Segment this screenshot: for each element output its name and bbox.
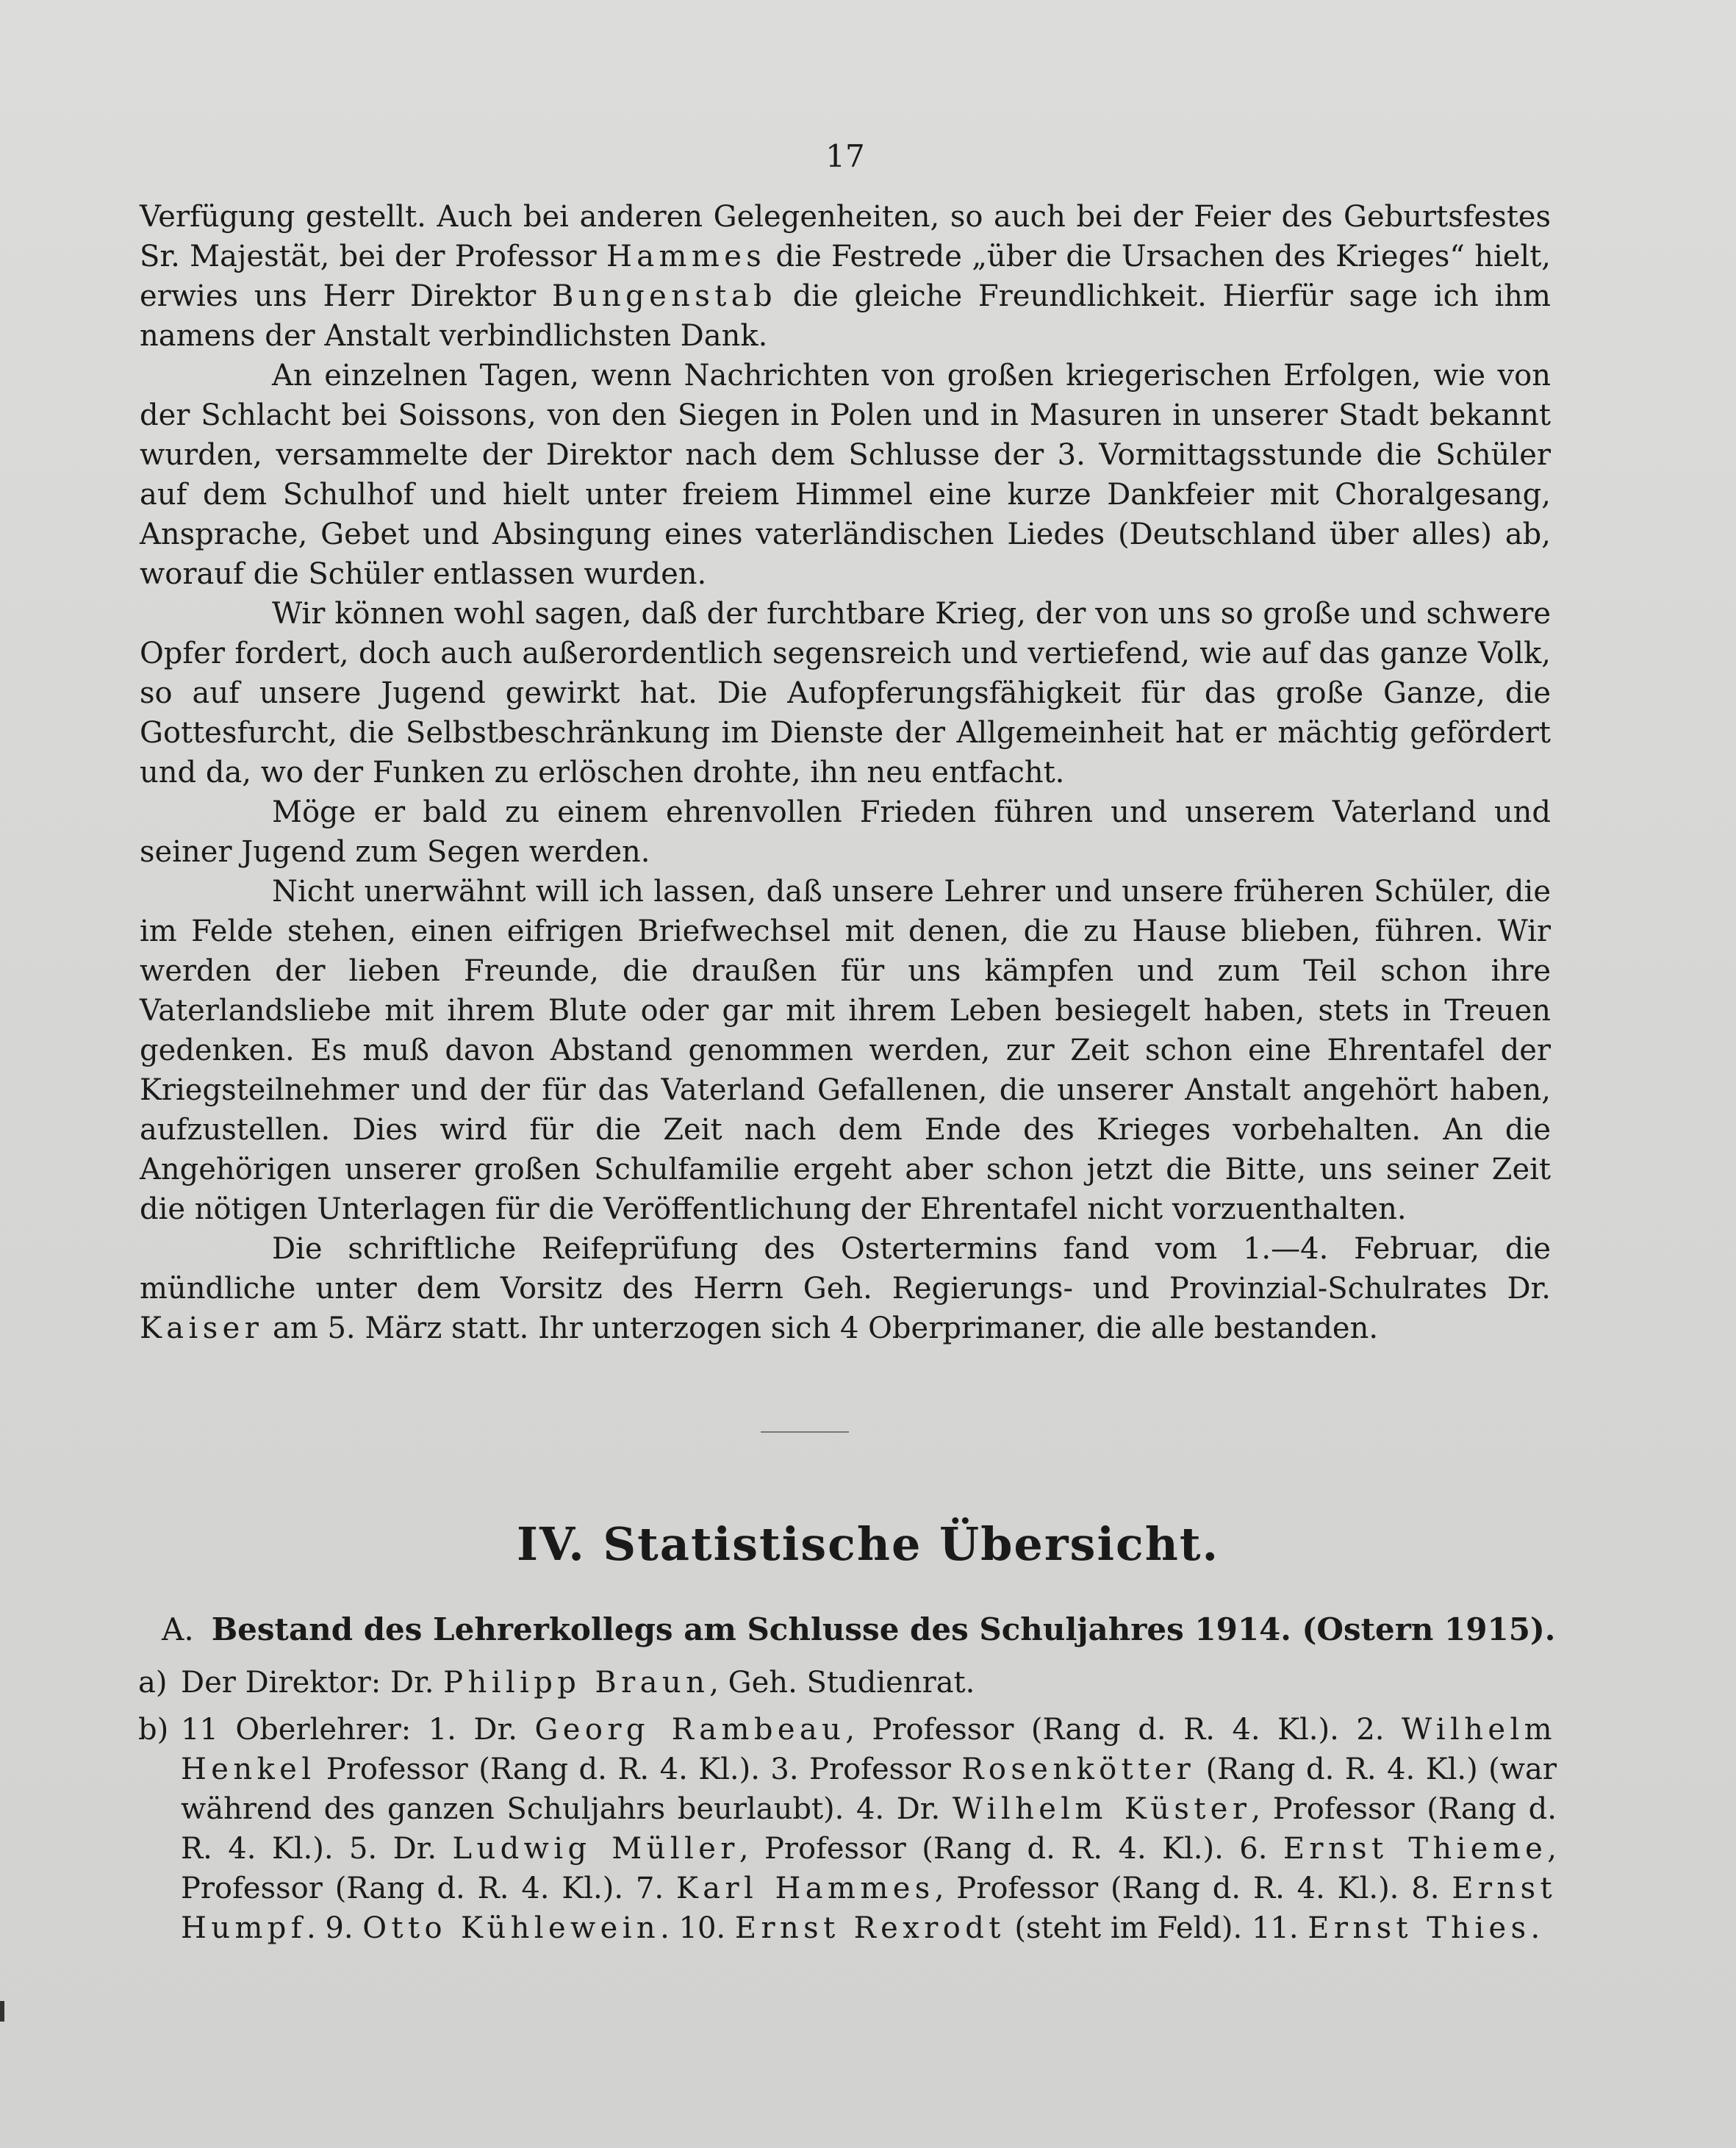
spaced-name: Hammes (606, 240, 767, 273)
section-title: IV. Statistische Übersicht. (516, 1517, 1220, 1571)
spaced-name: Bungenstab (551, 279, 777, 313)
text-run: An einzelnen Tagen, wenn Nachrichten von großen kriegerischen Erfolgen, wie von der Schlacht bei Soissons, von den Siegen in Polen und in Masuren in unserer Stadt bekannt wurden, versammelte der Direktor nach dem Schlusse der 3. Vormittagsstunde die Schüler auf dem Schulhof und hielt unter freiem Himmel eine kurze Dankfeier mit Choralgesang, Ansprache, Gebet und Absingung eines vaterländischen Liedes (Deutschland über alles) ab, worauf die Schüler entlassen wurden. (140, 359, 1551, 591)
body-text (140, 197, 1551, 1348)
spaced-name: Ernst Thieme (1283, 1832, 1548, 1866)
text-run: , Professor (Rang d. R. 4. Kl.). 8. (934, 1872, 1452, 1905)
subheading-text: Bestand des Lehrerkollegs am Schlusse des Schuljahres 1914. (Ostern 1915). (211, 1611, 1556, 1647)
subheading (162, 1611, 1558, 1647)
paragraph (140, 872, 1551, 1229)
text-run: Wir können wohl sagen, daß der furchtbare Krieg, der von uns so große und schwere Opfer fordert, doch auch außerordentlich segensreich und vertiefend, wie auf das ganze Volk, so auf unsere Jugend gewirkt hat. Die Aufopferungsfähigkeit für das große Ganze, die Gottesfurcht, die Selbstbeschränkung im Dienste der Allgemeinheit hat er mächtig gefördert und da, wo der Funken zu erlöschen drohte, ihn neu entfacht. (140, 597, 1551, 790)
paragraph (140, 1229, 1551, 1348)
subheading-letter: A. (162, 1611, 194, 1647)
list-item (138, 1663, 1557, 1703)
scan-edge-mark (0, 2001, 4, 2022)
text-run: Möge er bald zu einem ehrenvollen Frieden führen und unserem Vaterland und seiner Jugend zum Segen werden. (140, 795, 1551, 869)
text-run: , Geh. Studienrat. (709, 1666, 975, 1700)
text-run: Der Direktor: Dr. (181, 1666, 444, 1700)
paragraph (140, 792, 1551, 872)
text-run: (Rang d. R. 4. Kl.) (war während des ganzen Schuljahrs beurlaubt). 4. Dr. (181, 1753, 1557, 1826)
spaced-name: Karl Hammes (676, 1872, 935, 1905)
text-run: Nicht unerwähnt will ich lassen, daß unsere Lehrer und unsere früheren Schüler, die im Felde stehen, einen eifrigen Briefwechsel mit denen, die zu Hause blieben, führen. Wir werden der lieben Freunde, die draußen für uns kämpfen und zum Teil schon ihre Vaterlandsliebe mit ihrem Blute oder gar mit ihrem Leben besiegelt haben, stets in Treuen gedenken. Es muß davon Abstand genommen werden, zur Zeit schon eine Ehrentafel der Kriegsteilnehmer und der für das Vaterland Gefallenen, die unserer Anstalt angehört haben, aufzustellen. Dies wird für die Zeit nach dem Ende des Krieges vorbehalten. An die Angehörigen unserer großen Schulfamilie ergeht aber schon jetzt die Bitte, uns seiner Zeit die nötigen Unterlagen für die Veröffentlichung der Ehrentafel nicht vorzuenthalten. (140, 875, 1551, 1226)
staff-list (138, 1663, 1557, 1955)
spaced-name: Georg Rambeau (534, 1713, 846, 1747)
text-run: , Professor (Rang d. R. 4. Kl.). 7. (181, 1832, 1557, 1905)
spaced-name: Rosenkötter (961, 1753, 1196, 1786)
text-run: . 10. (660, 1911, 735, 1945)
list-marker: a) (138, 1666, 168, 1700)
spaced-name: Ernst Humpf (181, 1872, 1557, 1945)
list-marker: b) (138, 1713, 169, 1747)
text-run: am 5. März statt. Ihr unterzogen sich 4 Oberprimaner, die alle bestanden. (263, 1311, 1379, 1345)
text-run: Verfügung gestellt. Auch bei anderen Gelegenheiten, so auch bei der Feier des Geburtsfestes Sr. Majestät, bei der Professor (140, 200, 1551, 273)
spaced-name: Ernst Rexrodt (734, 1911, 1005, 1945)
text-run: die gleiche Freundlichkeit. Hierfür sage ich ihm namens der Anstalt verbindlichsten Dank. (140, 279, 1551, 353)
text-run: Professor (Rang d. R. 4. Kl.). 3. Professor (315, 1753, 962, 1786)
paragraph (140, 197, 1551, 356)
section-divider (761, 1431, 849, 1433)
paragraph (140, 356, 1551, 594)
spaced-name: Wilhelm Küster (952, 1792, 1252, 1826)
text-run: (steht im Feld). 11. (1005, 1911, 1308, 1945)
spaced-name: Ernst Thies (1308, 1911, 1531, 1945)
spaced-name: Philipp Braun (443, 1666, 710, 1700)
text-run: . (1530, 1911, 1540, 1945)
text-run: , Professor (Rang d. R. 4. Kl.). 6. (739, 1832, 1283, 1866)
list-item (138, 1710, 1557, 1948)
text-run: Die schriftliche Reifeprüfung des Ostertermins fand vom 1.—4. Februar, die mündliche unter dem Vorsitz des Herrn Geh. Regierungs- und Provinzial-Schulrates Dr. (140, 1232, 1551, 1306)
text-run: die Festrede „über die Ursachen des Krieges“ hielt, erwies uns Herr Direktor (140, 240, 1552, 313)
spaced-name: Otto Kühlewein (362, 1911, 661, 1945)
spaced-name: Ludwig Müller (452, 1832, 739, 1866)
text-run: , Professor (Rang d. R. 4. Kl.). 5. Dr. (181, 1792, 1557, 1866)
spaced-name: Wilhelm Henkel (181, 1713, 1557, 1786)
text-run: . 9. (306, 1911, 363, 1945)
page-number: 17 (825, 138, 865, 174)
paragraph (140, 594, 1551, 792)
text-run: 11 Oberlehrer: 1. Dr. (181, 1713, 535, 1747)
spaced-name: Kaiser (140, 1311, 264, 1345)
text-run: , Professor (Rang d. R. 4. Kl.). 2. (845, 1713, 1402, 1747)
